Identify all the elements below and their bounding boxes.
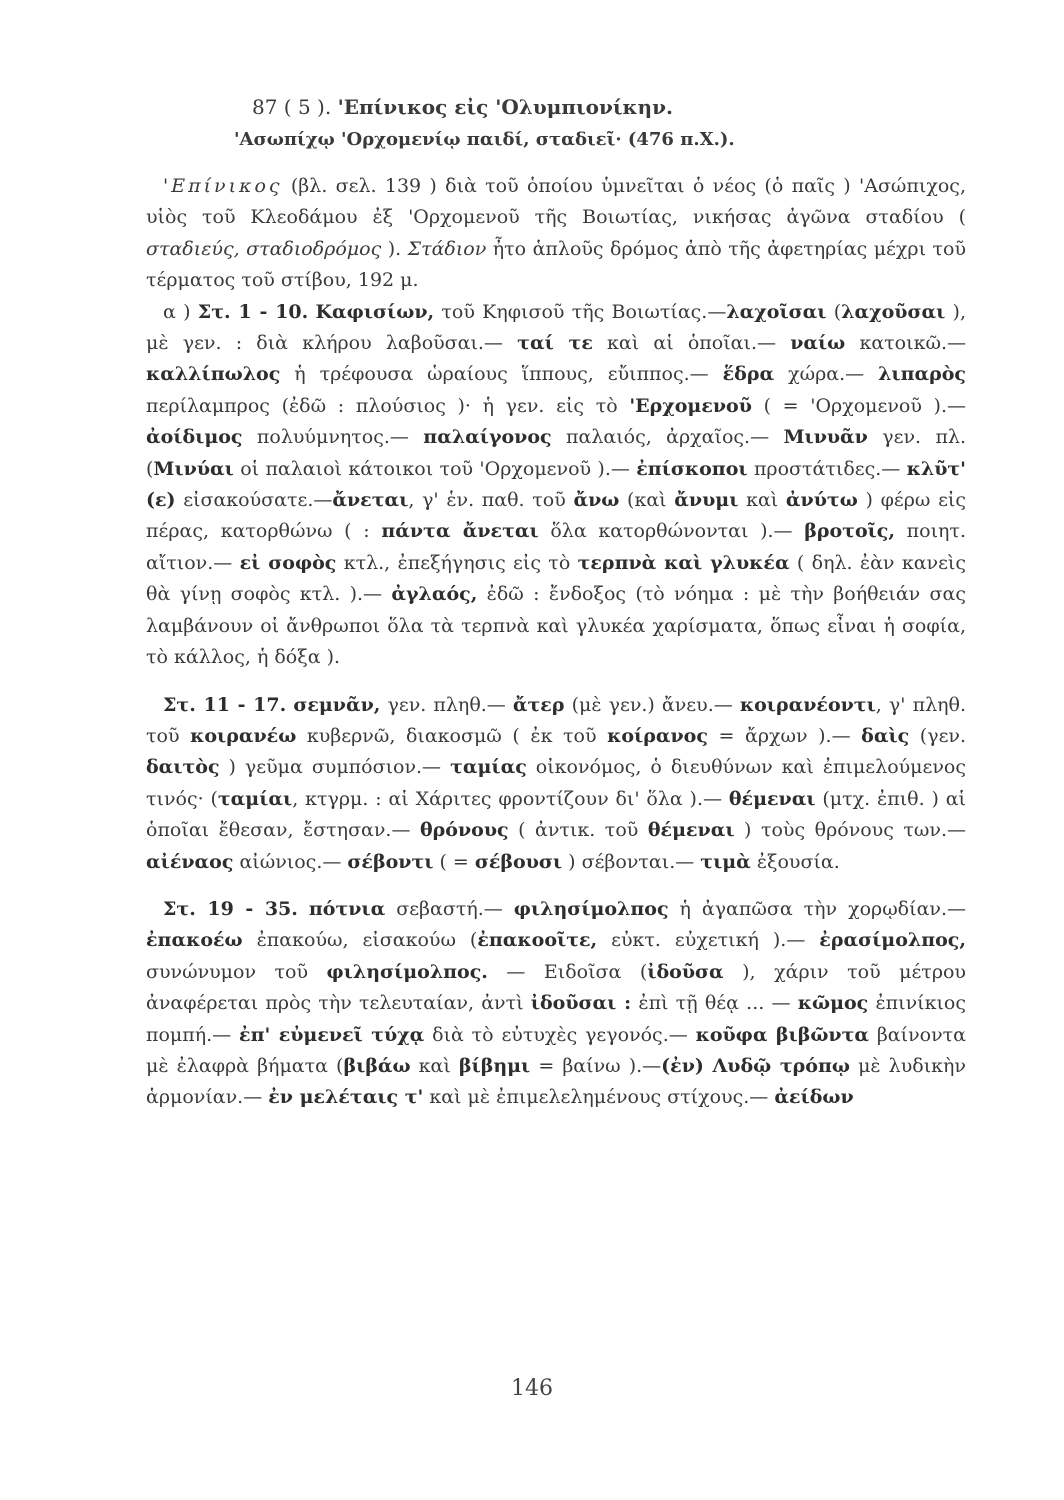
section-b-paragraph: Στ. 11 - 17. σεμνᾶν, γεν. πληθ.— ἄτερ (μὲ γεν.) ἄνευ.— κοιρανέοντι, γ' πληθ. τοῦ κοιρανέω κυβερνῶ, διακοσμῶ ( ἐκ τοῦ κοίρανος = ἄρχων ).— δαὶς (γεν. δαιτὸς ) γεῦμα συμπόσιον.— ταμίας οἰκονόμος, ὁ διευθύνων καὶ ἐπιμελούμενος τινός· (ταμίαι, κτγρμ. : αἱ Χάριτες φροντίζουν δι' ὅλα ).— θέμεναι (μτχ. ἐπιθ. ) αἱ ὁποῖαι ἔθεσαν, ἔστησαν.— θρόνους ( ἀντικ. τοῦ θέμεναι ) τοὺς θρόνους των.— αἰέναος αἰώνιος.— σέβοντι ( = σέβουσι ) σέβονται.— τιμὰ ἐξουσία. — [146, 693, 966, 873]
section-b-ref: Στ. 11 - 17. — [163, 693, 287, 716]
section-gap — [146, 878, 966, 894]
section-a-paragraph: α ) Στ. 1 - 10. Καφισίων, τοῦ Κηφισοῦ τῆς Βοιωτίας.—λαχοῖσαι (λαχοῦσαι ), μὲ γεν. : διὰ κλήρου λαβοῦσαι.— ταί τε καὶ αἱ ὁποῖαι.— ναίω κατοικῶ.— καλλίπωλος ἡ τρέφουσα ὡραίους ἵππους, εὔιππος.— ἕδρα χώρα.— λιπαρὸς περίλαμπρος (ἐδῶ : πλούσιος )· ἡ γεν. εἰς τὸ 'Ερχομενοῦ ( = 'Ορχομενοῦ ).— ἀοίδιμος πολυύμνητος.— παλαίγονος παλαιός, ἀρχαῖος.— Μινυᾶν γεν. πλ. (Μινύαι οἱ παλαιοὶ κάτοικοι τοῦ 'Ορχομενοῦ ).— ἐπίσκοποι προστάτιδες.— κλῦτ' (ε) εἰσακούσατε.—ἄνεται, γ' ἑν. παθ. τοῦ ἄνω (καὶ ἄνυμι καὶ ἀνύτω ) φέρω εἰς πέρας, κατορθώνω ( : πάντα ἄνεται ὅλα κατορθώνονται ).— βροτοῖς, ποιητ. αἴτιον.— εἰ σοφὸς κτλ., ἐπεξήγησις εἰς τὸ τερπνὰ καὶ γλυκέα ( δηλ. ἐὰν κανεὶς θὰ γίνῃ σοφὸς κτλ. ).— ἀγλαός, ἐδῶ : ἔνδοξος (τὸ νόημα : μὲ τὴν βοήθειάν σας λαμβάνουν οἱ ἄνθρωποι ὅλα τὰ τερπνὰ καὶ γλυκέα χαρίσματα, ὅπως εἶναι ἡ σοφία, τὸ κάλλος, ἡ δόξα ). — [146, 300, 967, 669]
page-number: 146 — [511, 1376, 553, 1401]
entry-heading — [252, 95, 966, 129]
section-c-ref: Στ. 19 - 35. — [163, 897, 298, 920]
intro-term: 'Επίνικος — [163, 175, 283, 197]
section-a-ref: Στ. 1 - 10. — [197, 300, 309, 323]
section-c-paragraph: Στ. 19 - 35. πότνια σεβαστή.— φιλησίμολπος ἡ ἀγαπῶσα τὴν χορῳδίαν.— ἐπακοέω ἐπακούω, εἰσακούω (ἐπακοοῖτε, εὐκτ. εὐχετική ).— ἐρασίμολπος, συνώνυμον τοῦ φιλησίμολπος. — Ειδοῖσα (ἰδοῦσα ), χάριν τοῦ μέτρου ἀναφέρεται πρὸς τὴν τελευταίαν, ἀντὶ ἰδοῦσαι : ἐπὶ τῇ θέᾳ ... — κῶμος ἐπινίκιος πομπή.— ἐπ' εὐμενεῖ τύχᾳ διὰ τὸ εὐτυχὲς γεγονός.— κοῦφα βιβῶντα βαίνοντα μὲ ἐλαφρὰ βήματα (βιβάω καὶ βίβημι = βαίνω ).—(ἐν) Λυδῷ τρόπῳ μὲ λυδικὴν ἁρμονίαν.— ἐν μελέταις τ' καὶ μὲ ἐπιμελελημένους στίχους.— ἀείδων — [146, 897, 966, 1109]
page-content — [146, 95, 966, 1114]
entry-number: 87 ( 5 ). — [252, 95, 332, 119]
intro-paragraph: 'Επίνικος (βλ. σελ. 139 ) διὰ τοῦ ὁποίου ὑμνεῖται ὁ νέος (ὁ παῖς ) 'Ασώπιχος, υἱὸς τοῦ Κλεοδάμου ἐξ 'Ορχομενοῦ τῆς Βοιωτίας, νικήσας ἀγῶνα σταδίου ( σταδιεύς, σταδιοδρόμος ). Στάδιον ἦτο ἁπλοῦς δρόμος ἀπὸ τῆς ἀφετηρίας μέχρι τοῦ τέρματος τοῦ στίβου, 192 μ. — [146, 175, 966, 292]
entry-title: 'Επίνικος εἰς 'Ολυμπιονίκην. — [337, 95, 673, 119]
section-gap — [146, 674, 966, 690]
entry-subheading: 'Ασωπίχῳ 'Ορχομενίῳ παιδί, σταδιεῖ· (476 π.Χ.). — [234, 129, 735, 150]
